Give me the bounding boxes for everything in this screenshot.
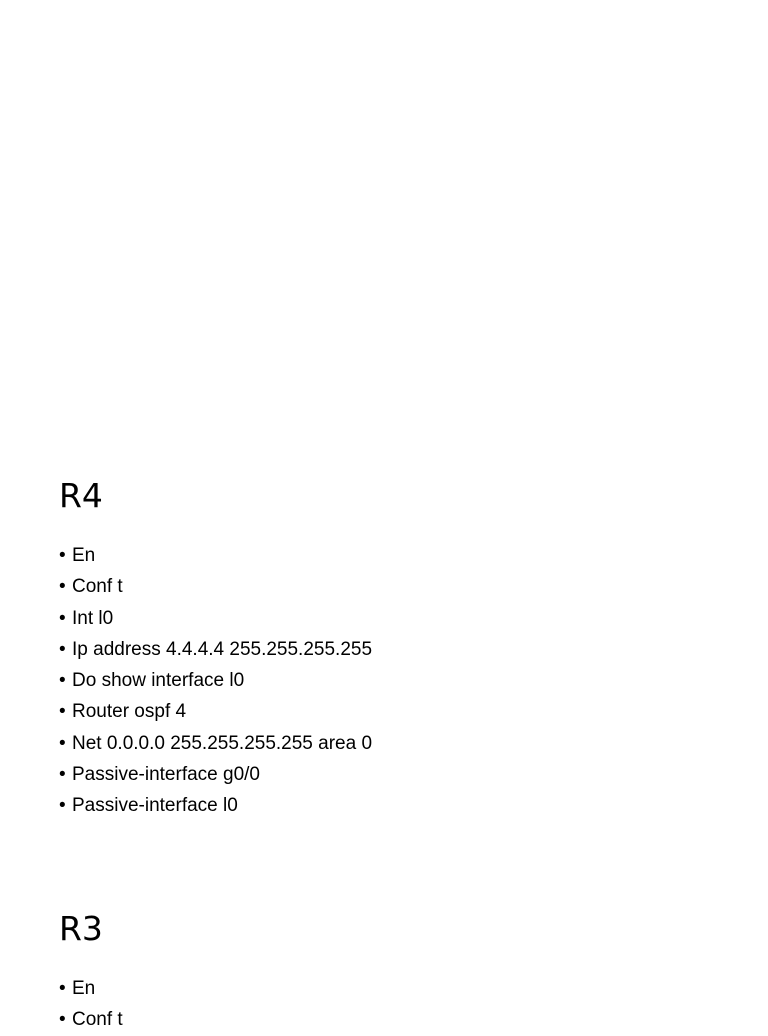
section-r4 xyxy=(59,476,372,822)
bullet-icon: • xyxy=(59,1009,66,1031)
list-item xyxy=(59,728,372,759)
bullet-icon: • xyxy=(59,701,66,723)
bullet-icon: • xyxy=(59,764,66,786)
command-list xyxy=(59,540,372,822)
list-item-text: Int l0 xyxy=(72,607,114,629)
list-item xyxy=(59,540,372,571)
list-item-text: En xyxy=(72,978,96,999)
bullet-icon: • xyxy=(59,576,66,598)
bullet-icon: • xyxy=(59,978,66,999)
section-title: R4 xyxy=(59,476,103,515)
list-item-text: Conf t xyxy=(72,1009,123,1031)
list-item xyxy=(59,790,372,821)
list-item xyxy=(59,634,372,665)
bullet-icon: • xyxy=(59,545,66,566)
list-item xyxy=(59,759,372,790)
list-item-text: Ip address 4.4.4.4 255.255.255.255 xyxy=(72,638,373,660)
bullet-icon: • xyxy=(59,732,66,754)
bullet-icon: • xyxy=(59,607,66,629)
bullet-icon: • xyxy=(59,638,66,660)
list-item xyxy=(59,571,372,602)
list-item-text: Passive-interface g0/0 xyxy=(72,764,260,786)
bullet-icon: • xyxy=(59,670,66,692)
command-list xyxy=(59,973,123,1036)
list-item-text: En xyxy=(72,545,96,566)
list-item xyxy=(59,973,123,1004)
list-item-text: Conf t xyxy=(72,576,123,598)
list-item xyxy=(59,696,372,727)
list-item-text: Do show interface l0 xyxy=(72,670,245,692)
list-item xyxy=(59,665,372,696)
section-title: R3 xyxy=(59,909,103,948)
list-item-text: Net 0.0.0.0 255.255.255.255 area 0 xyxy=(72,732,373,754)
section-r3 xyxy=(59,909,123,1036)
list-item xyxy=(59,1004,123,1035)
list-item-text: Passive-interface l0 xyxy=(72,795,238,817)
list-item xyxy=(59,603,372,634)
bullet-icon: • xyxy=(59,795,66,817)
list-item-text: Router ospf 4 xyxy=(72,701,187,723)
